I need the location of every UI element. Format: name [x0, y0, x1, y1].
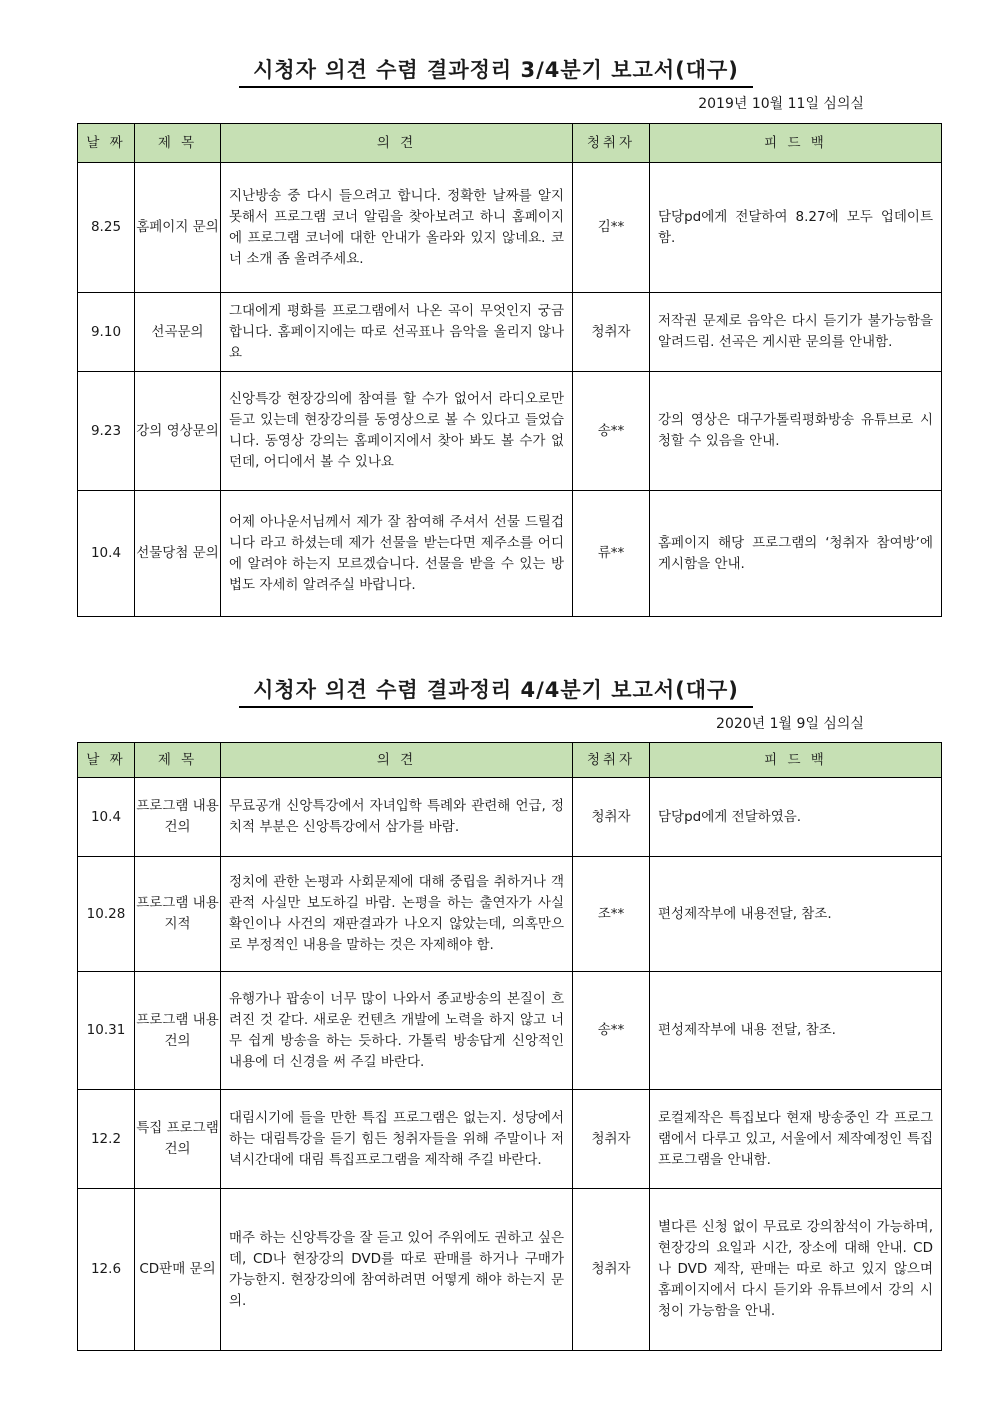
row-feedback: 로컬제작은 특집보다 현재 방송중인 각 프로그램에서 다루고 있고, 서울에서 제작예정인 특집 프로그램을 안내함.: [650, 1090, 942, 1189]
header-date: 날 짜: [78, 743, 135, 778]
row-feedback: 저작권 문제로 음악은 다시 듣기가 불가능함을 알려드림. 선곡은 게시판 문의를 안내함.: [650, 293, 942, 372]
row-subject: CD판매 문의: [135, 1189, 221, 1351]
header-opinion: 의 견: [221, 743, 573, 778]
report2-date: 2020년 1월 9일 심의실: [716, 716, 864, 732]
row-date: 10.4: [78, 491, 135, 617]
row-feedback: 담당pd에게 전달하여 8.27에 모두 업데이트 함.: [650, 163, 942, 293]
row-date: 10.31: [78, 972, 135, 1090]
row-subject: 특집 프로그램 건의: [135, 1090, 221, 1189]
header-feedback: 피 드 백: [650, 124, 942, 163]
row-feedback: 편성제작부에 내용 전달, 참조.: [650, 972, 942, 1090]
row-opinion: 유행가나 팝송이 너무 많이 나와서 종교방송의 본질이 흐려진 것 같다. 새로운 컨텐츠 개발에 노력을 하지 않고 너무 쉽게 방송을 하는 듯하다. 가톨릭 방송답게 신앙적인 내용에 더 신경을 써 주길 바란다.: [221, 972, 573, 1090]
row-listener: 조**: [573, 857, 650, 972]
header-listener: 청취자: [573, 124, 650, 163]
row-opinion: 그대에게 평화를 프로그램에서 나온 곡이 무엇인지 궁금합니다. 홈페이지에는 따로 선곡표나 음악을 올리지 않나요: [221, 293, 573, 372]
row-subject: 프로그램 내용 건의: [135, 972, 221, 1090]
row-date: 9.10: [78, 293, 135, 372]
row-listener: 송**: [573, 972, 650, 1090]
row-listener: 송**: [573, 372, 650, 491]
row-subject: 홈페이지 문의: [135, 163, 221, 293]
row-opinion: 대림시기에 들을 만한 특집 프로그램은 없는지. 성당에서 하는 대림특강을 듣기 힘든 청취자들을 위해 주말이나 저녁시간대에 대림 특집프로그램을 제작해 주길 바란다.: [221, 1090, 573, 1189]
report1-date: 2019년 10월 11일 심의실: [698, 96, 864, 112]
row-listener: 청취자: [573, 778, 650, 857]
table-row: [78, 163, 942, 293]
row-feedback: 별다른 신청 없이 무료로 강의참석이 가능하며, 현장강의 요일과 시간, 장소에 대해 안내. CD나 DVD 제작, 판매는 따로 하고 있지 않으며 홈페이지에서 다시 듣기와 유튜브에서 강의 시청이 가능함을 안내.: [650, 1189, 942, 1351]
row-feedback: 편성제작부에 내용전달, 참조.: [650, 857, 942, 972]
table-row: [78, 1090, 942, 1189]
header-feedback: 피 드 백: [650, 743, 942, 778]
header-row: [78, 124, 942, 163]
row-subject: 프로그램 내용 건의: [135, 778, 221, 857]
header-row: [78, 743, 942, 778]
row-date: 8.25: [78, 163, 135, 293]
row-date: 10.28: [78, 857, 135, 972]
table-row: [78, 1189, 942, 1351]
table-row: [78, 491, 942, 617]
row-opinion: 어제 아나운서님께서 제가 잘 참여해 주셔서 선물 드릴겁니다 라고 하셨는데 제가 선물을 받는다면 제주소를 어디에 알려야 하는지 모르겠습니다. 선물을 받을 수 있는 방법도 자세히 알려주실 바랍니다.: [221, 491, 573, 617]
row-subject: 프로그램 내용지적: [135, 857, 221, 972]
table-row: [78, 372, 942, 491]
row-listener: 류**: [573, 491, 650, 617]
table-row: [78, 293, 942, 372]
row-date: 12.2: [78, 1090, 135, 1189]
row-date: 9.23: [78, 372, 135, 491]
table-row: [78, 857, 942, 972]
row-subject: 선물당첨 문의: [135, 491, 221, 617]
header-subject: 제 목: [135, 743, 221, 778]
row-subject: 선곡문의: [135, 293, 221, 372]
row-opinion: 지난방송 중 다시 들으려고 합니다. 정확한 날짜를 알지 못해서 프로그램 코너 알림을 찾아보려고 하니 홈페이지에 프로그램 코너에 대한 안내가 올라와 있지 않네요. 코너 소개 좀 올려주세요.: [221, 163, 573, 293]
table-row: [78, 972, 942, 1090]
row-opinion: 매주 하는 신앙특강을 잘 듣고 있어 주위에도 권하고 싶은데, CD나 현장강의 DVD를 따로 판매를 하거나 구매가 가능한지. 현장강의에 참여하려면 어떻게 해야 하는지 문의.: [221, 1189, 573, 1351]
header-opinion: 의 견: [221, 124, 573, 163]
row-date: 12.6: [78, 1189, 135, 1351]
row-feedback: 홈페이지 해당 프로그램의 ‘청취자 참여방’에 게시함을 안내.: [650, 491, 942, 617]
report1-table: [77, 123, 942, 617]
row-listener: 청취자: [573, 1189, 650, 1351]
row-listener: 청취자: [573, 293, 650, 372]
report2-table: [77, 742, 942, 1351]
row-listener: 김**: [573, 163, 650, 293]
row-feedback: 담당pd에게 전달하였음.: [650, 778, 942, 857]
header-date: 날 짜: [78, 124, 135, 163]
row-feedback: 강의 영상은 대구가톨릭평화방송 유튜브로 시청할 수 있음을 안내.: [650, 372, 942, 491]
row-date: 10.4: [78, 778, 135, 857]
row-opinion: 신앙특강 현장강의에 참여를 할 수가 없어서 라디오로만 듣고 있는데 현장강의를 동영상으로 볼 수 있다고 들었습니다. 동영상 강의는 홈페이지에서 찾아 봐도 볼 수가 없던데, 어디에서 볼 수 있나요: [221, 372, 573, 491]
header-listener: 청취자: [573, 743, 650, 778]
row-opinion: 무료공개 신앙특강에서 자녀입학 특례와 관련해 언급, 정치적 부분은 신앙특강에서 삼가를 바람.: [221, 778, 573, 857]
row-opinion: 정치에 관한 논평과 사회문제에 대해 중립을 취하거나 객관적 사실만 보도하길 바람. 논평을 하는 출연자가 사실 확인이나 사건의 재판결과가 나오지 않았는데, 의혹만으로 부정적인 내용을 말하는 것은 자제해야 함.: [221, 857, 573, 972]
header-subject: 제 목: [135, 124, 221, 163]
row-listener: 청취자: [573, 1090, 650, 1189]
report1-title: 시청자 의견 수렴 결과정리 3/4분기 보고서(대구): [0, 54, 992, 88]
row-subject: 강의 영상문의: [135, 372, 221, 491]
report2-title: 시청자 의견 수렴 결과정리 4/4분기 보고서(대구): [0, 674, 992, 708]
table-row: [78, 778, 942, 857]
